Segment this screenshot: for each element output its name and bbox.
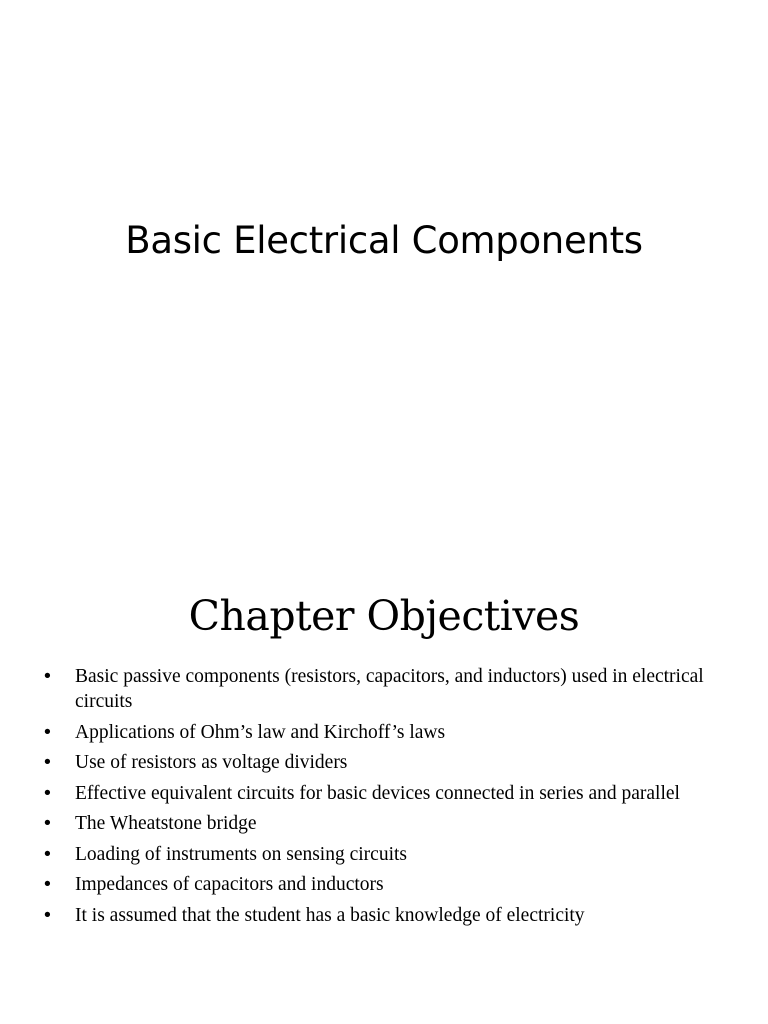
chapter-objectives-heading: Chapter Objectives (188, 592, 580, 640)
objective-item (44, 781, 734, 806)
bullet-icon: • (44, 873, 51, 895)
objective-item (44, 720, 734, 745)
objective-text: Impedances of capacitors and inductors (75, 874, 384, 895)
bullet-icon: • (44, 781, 51, 804)
bullet-icon: • (44, 812, 51, 834)
objective-item (44, 903, 734, 928)
bullet-icon: • (44, 665, 51, 687)
slide-title-heading: Basic Electrical Components (125, 219, 643, 262)
objective-text: It is assumed that the student has a basic knowledge of electricity (75, 904, 585, 926)
bullet-icon: • (44, 720, 51, 743)
bullet-icon: • (44, 751, 51, 773)
objective-item (44, 811, 734, 836)
objective-text: Effective equivalent circuits for basic devices connected in series and parallel (75, 782, 680, 804)
objective-item (44, 872, 734, 897)
objective-item (44, 664, 734, 714)
slide-chapter-objectives (0, 512, 768, 1024)
objective-text: Use of resistors as voltage dividers (75, 752, 348, 773)
objective-text: Basic passive components (resistors, capacitors, and inductors) used in electrical circuits (75, 666, 704, 712)
bullet-icon: • (44, 842, 51, 865)
objective-item (44, 750, 734, 775)
bullet-icon: • (44, 903, 51, 926)
objective-item (44, 842, 734, 867)
objective-text: Applications of Ohm’s law and Kirchoff’s laws (75, 721, 446, 743)
objective-text: Loading of instruments on sensing circuits (75, 843, 407, 865)
objective-text: The Wheatstone bridge (75, 813, 257, 834)
objectives-list (44, 664, 734, 933)
